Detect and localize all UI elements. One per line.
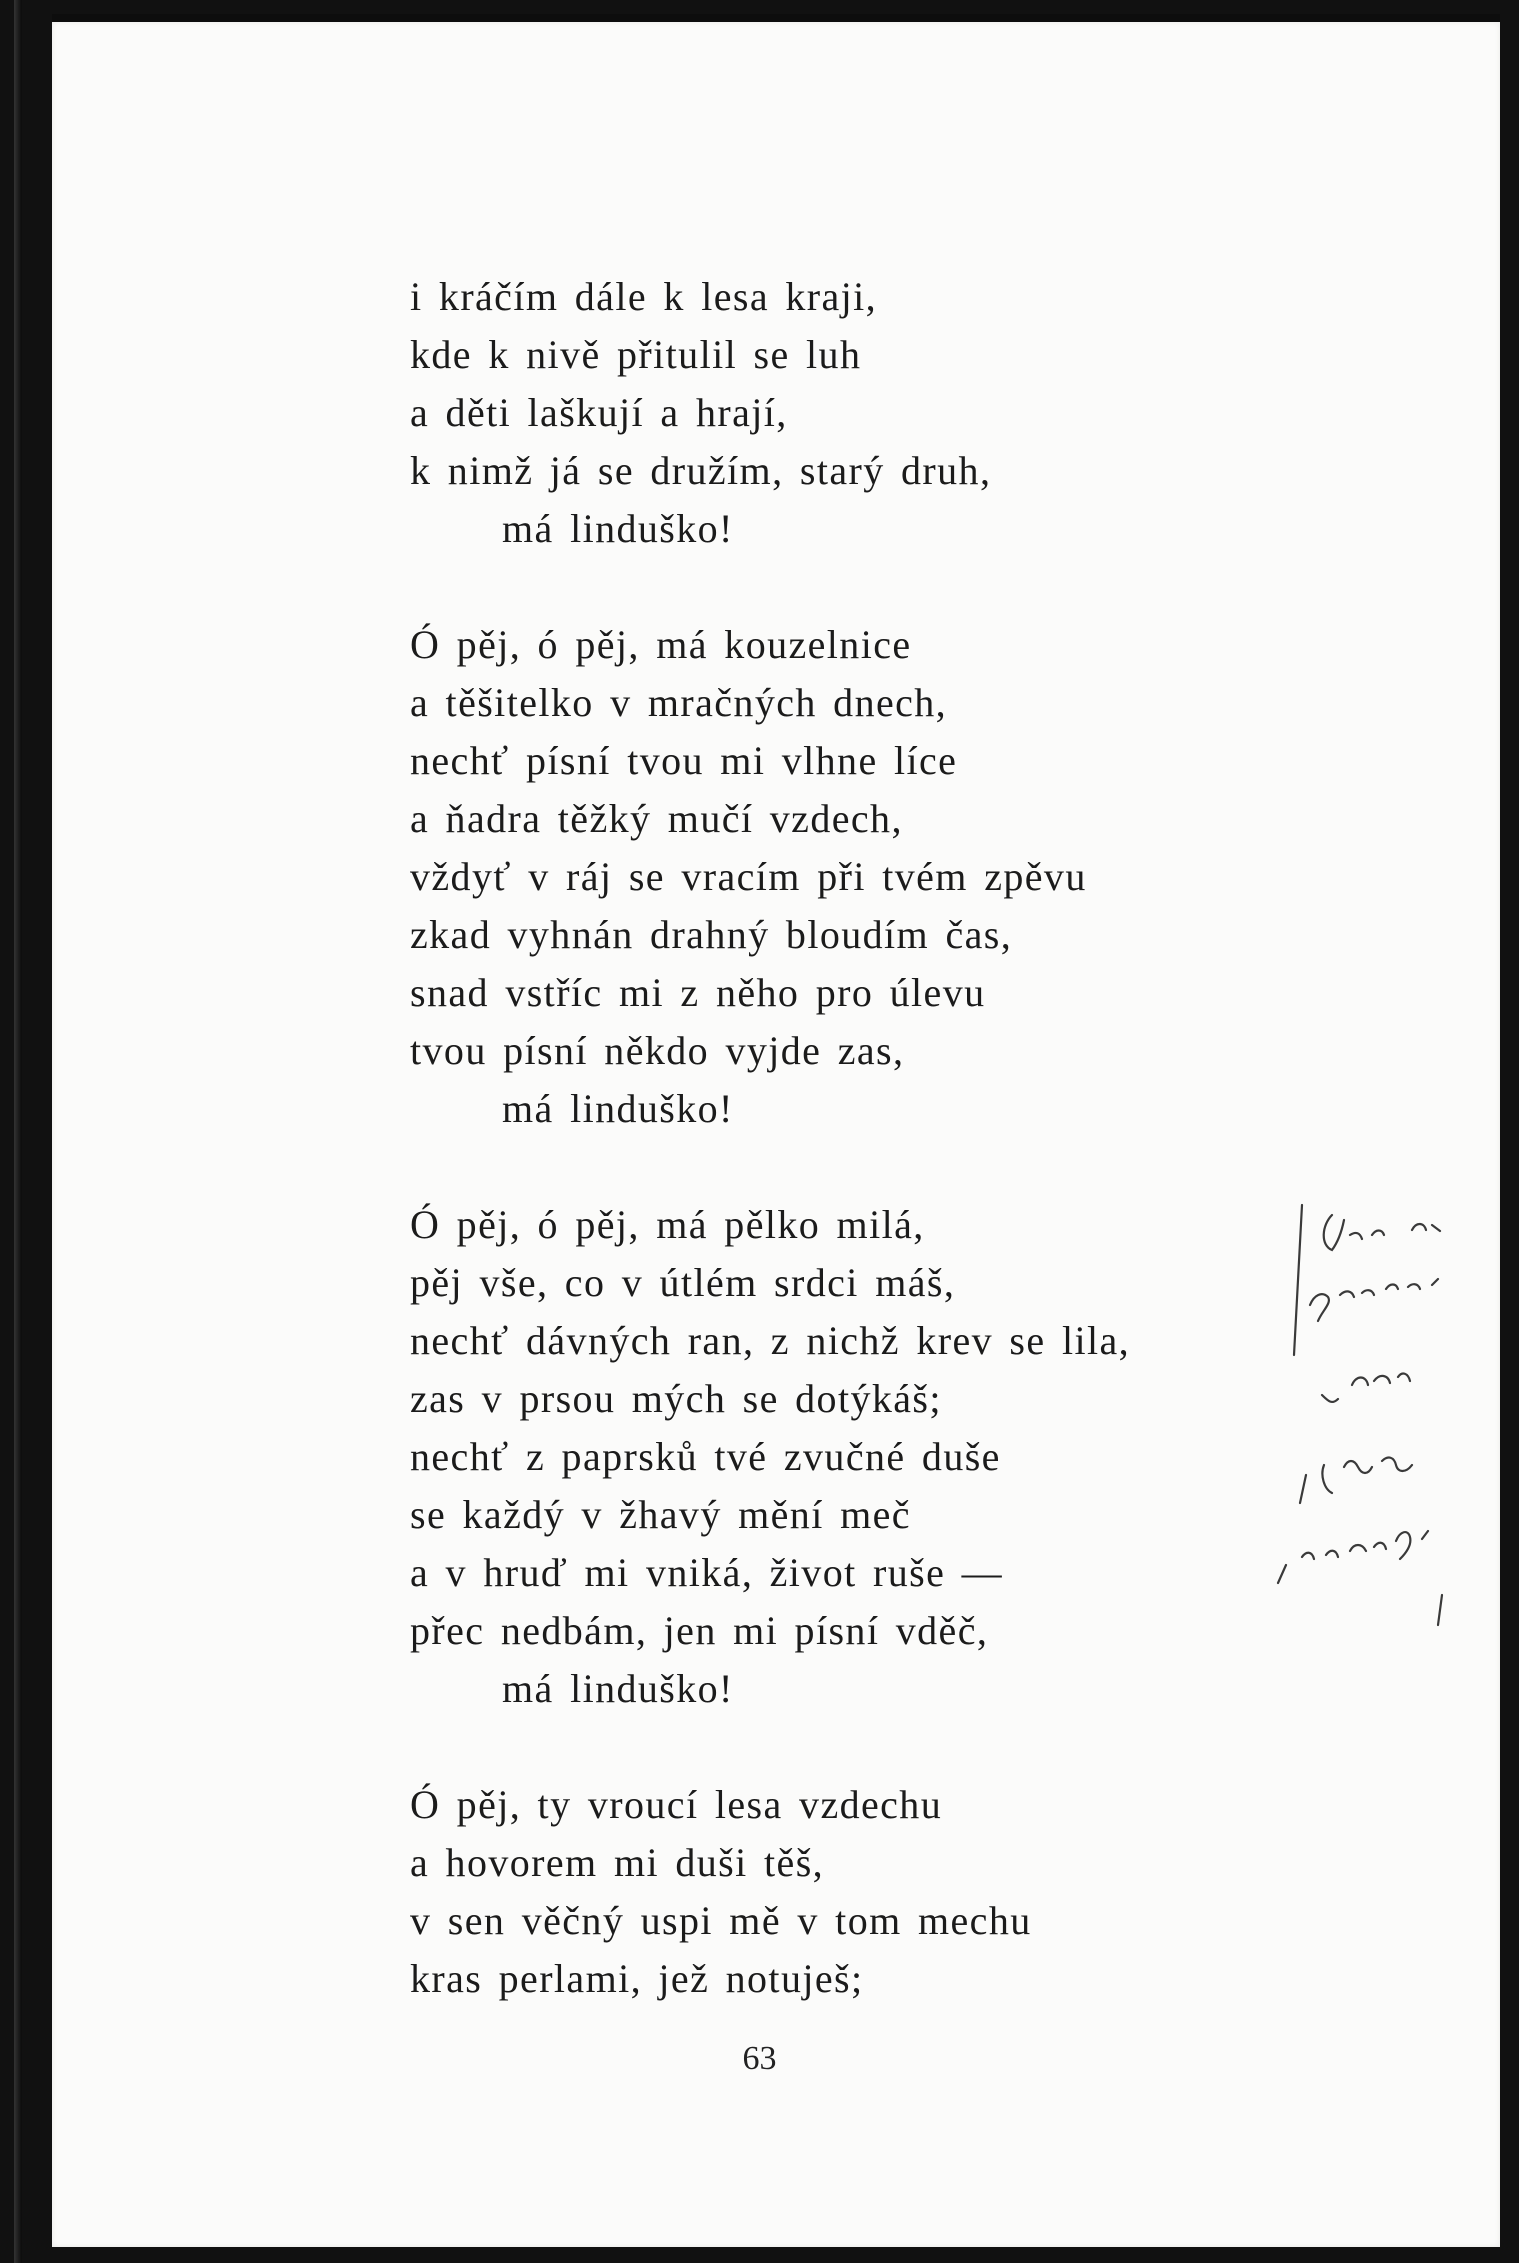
poem-line: vždyť v ráj se vracím při tvém zpěvu <box>410 854 1087 899</box>
book-spine-edge <box>14 0 22 2263</box>
poem-refrain: má linduško! <box>502 1086 734 1131</box>
poem-line: k nimž já se družím, starý druh, <box>410 448 992 493</box>
poem-line: nechť dávných ran, z nichž krev se lila, <box>410 1318 1131 1363</box>
poem-line: i kráčím dále k lesa kraji, <box>410 274 878 319</box>
poem-line: a ňadra těžký mučí vzdech, <box>410 796 903 841</box>
stanza-1 <box>410 268 1310 558</box>
poem-refrain: má linduško! <box>502 506 734 551</box>
poem-line: přec nedbám, jen mi písní vděč, <box>410 1608 989 1653</box>
poem-line: pěj vše, co v útlém srdci máš, <box>410 1260 956 1305</box>
poem-text <box>410 268 1310 2066</box>
handwritten-margin-note <box>1262 1185 1502 1675</box>
poem-line: zas v prsou mých se dotýkáš; <box>410 1376 942 1421</box>
stanza-3 <box>410 1196 1310 1718</box>
stanza-4 <box>410 1776 1310 2008</box>
poem-line: Ó pěj, ty vroucí lesa vzdechu <box>410 1782 943 1827</box>
poem-line: a hovorem mi duši těš, <box>410 1840 825 1885</box>
poem-line: a děti laškují a hrají, <box>410 390 788 435</box>
page-number: 63 <box>742 2040 777 2077</box>
poem-line: Ó pěj, ó pěj, má kouzelnice <box>410 622 912 667</box>
poem-line: nechť z paprsků tvé zvučné duše <box>410 1434 1001 1479</box>
poem-line: v sen věčný uspi mě v tom mechu <box>410 1898 1032 1943</box>
page-top-edge <box>52 14 1500 22</box>
handwriting-scribble-icon <box>1262 1185 1502 1675</box>
poem-refrain: má linduško! <box>502 1666 734 1711</box>
poem-line: a těšitelko v mračných dnech, <box>410 680 948 725</box>
poem-line: kras perlami, jež notuješ; <box>410 1956 864 2001</box>
poem-line: kde k nivě přitulil se luh <box>410 332 862 377</box>
poem-line: nechť písní tvou mi vlhne líce <box>410 738 958 783</box>
poem-line: Ó pěj, ó pěj, má pělko milá, <box>410 1202 925 1247</box>
poem-line: snad vstříc mi z něho pro úlevu <box>410 970 986 1015</box>
poem-line: a v hruď mi vniká, život ruše — <box>410 1550 1004 1595</box>
poem-line: se každý v žhavý mění meč <box>410 1492 911 1537</box>
poem-line: tvou písní někdo vyjde zas, <box>410 1028 905 1073</box>
poem-line: zkad vyhnán drahný bloudím čas, <box>410 912 1013 957</box>
stanza-2 <box>410 616 1310 1138</box>
